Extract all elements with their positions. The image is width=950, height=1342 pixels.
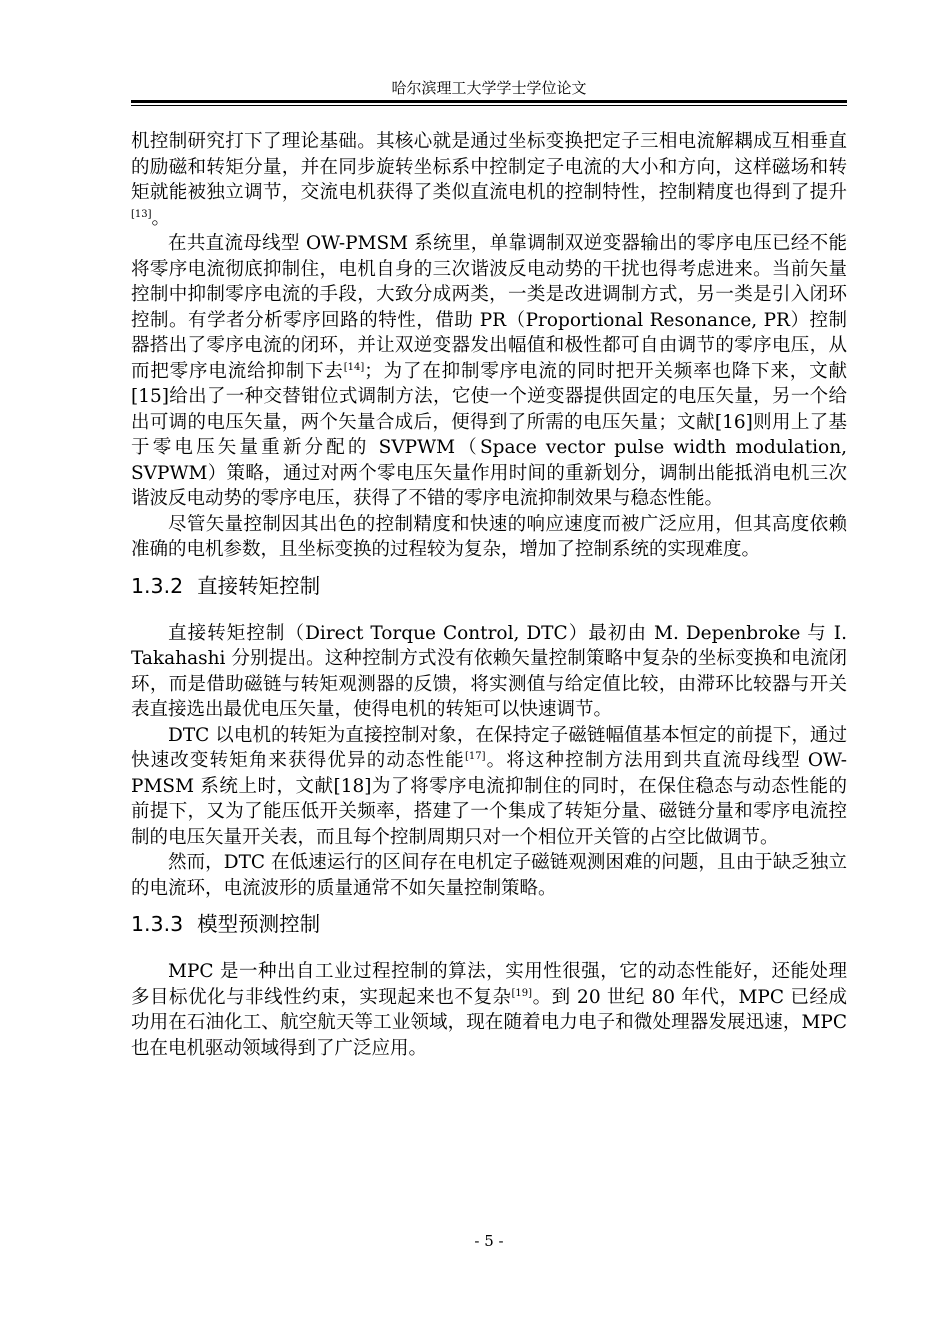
page-number: - 5 - [474,1232,504,1250]
paragraph-dtc-limits [131,850,847,901]
paragraph-zero-sequence [131,231,847,512]
section-heading-1-3-2 [131,572,847,600]
section-title: 直接转矩控制 [197,573,321,598]
paragraph-text: 在共直流母线型 OW-PMSM 系统里，单靠调制双逆变器输出的零序电压已经不能将零序电流彻底抑制住，电机自身的三次谐波反电动势的干扰也得考虑进来。当前矢量控制中抑制零序电流的手段，大致分成两类，一类是改进调制方式，另一类是引入闭环控制。有学者分析零序回路的特性，借助 PR（Proportional Resonance, PR）控制器搭出了零序电流的闭环，并让双逆变器发出幅值和极性都可自由调节的零序电压，从而把零序电流给抑制下去 [131,233,847,382]
paragraph-dtc-intro [131,621,847,723]
paragraph-text: 。将这种控制方法用到共直流母线型 OW-PMSM 系统上时，文献[18]为了将零序电流抑制住的同时，在保住稳态与动态性能的前提下，又为了能压低开关频率，搭建了一个集成了转矩分量、磁链分量和零序电流控制的电压矢量开关表，而且每个控制周期只对一个相位开关管的占空比做调节。 [131,750,848,848]
citation: [14] [343,361,365,373]
header-rule-thin [131,105,847,106]
paragraph-text: MPC 是一种出自工业过程控制的算法，实用性很强，它的动态性能好，还能处理多目标优化与非线性约束，实现起来也不复杂 [131,961,847,1008]
page-body [131,129,847,1061]
paragraph-continued [131,129,847,231]
paragraph-text: 。到 20 世纪 80 年代，MPC 已经成功用在石油化工、航空航天等工业领域，现在随着电力电子和微处理器发展迅速，MPC 也在电机驱动领域得到了广泛应用。 [131,986,847,1059]
running-header: 哈尔滨理工大学学士学位论文 [391,79,587,97]
citation: [17] [464,751,486,762]
paragraph-text: 直接转矩控制（Direct Torque Control, DTC）最初由 M. Depenbroke 与 I. Takahashi 分别提出。这种控制方式没有依赖矢量控制策略中复杂的坐标变换和电流闭环，而是借助磁链与转矩观测器的反馈，将实测值与给定值比较，由滞环比较器与开关表直接选出最优电压矢量，使得电机的转矩可以快速调节。 [131,622,847,720]
section-title: 模型预测控制 [197,912,321,936]
citation: [19] [511,987,533,999]
paragraph-mpc-intro [131,959,847,1061]
paragraph-text: DTC 以电机的转矩为直接控制对象，在保持定子磁链幅值基本恒定的前提下，通过快速改变转矩角来获得优异的动态性能 [131,724,847,771]
section-heading-1-3-3 [131,910,847,938]
header-rule-thick [131,100,847,103]
paragraph-text: 然而，DTC 在低速运行的区间存在电机定子磁链观测困难的问题，且由于缺乏独立的电流环，电流波形的质量通常不如矢量控制策略。 [131,852,847,899]
paragraph-dtc-detail [131,723,847,851]
citation: [13] [131,208,152,220]
paragraph-text: 尽管矢量控制因其出色的控制精度和快速的响应速度而被广泛应用，但其高度依赖准确的电机参数，且坐标变换的过程较为复杂，增加了控制系统的实现难度。 [131,513,847,560]
paragraph-text: ；为了在抑制零序电流的同时把开关频率也降下来，文献[15]给出了一种交替钳位式调制方法，它使一个逆变器提供固定的电压矢量，另一个给出可调的电压矢量，两个矢量合成后，便得到了所需的电压矢量；文献[16]则用上了基于零电压矢量重新分配的 SVPWM（Space vector pulse width modulation, SVPWM）策略，通过对两个零电压矢量作用时间的重新划分，调制出能抵消电机三次谐波反电动势的零序电压，获得了不错的零序电流抑制效果与稳态性能。 [131,360,847,509]
paragraph-vector-control-summary [131,512,847,563]
section-number: 1.3.2 [131,573,184,598]
paragraph-text: 。 [151,207,171,229]
paragraph-text: 机控制研究打下了理论基础。其核心就是通过坐标变换把定子三相电流解耦成互相垂直的励磁和转矩分量，并在同步旋转坐标系中控制定子电流的大小和方向，这样磁场和转矩就能被独立调节，交流电机获得了类似直流电机的控制特性，控制精度也得到了提升 [131,131,847,203]
section-number: 1.3.3 [131,912,184,936]
